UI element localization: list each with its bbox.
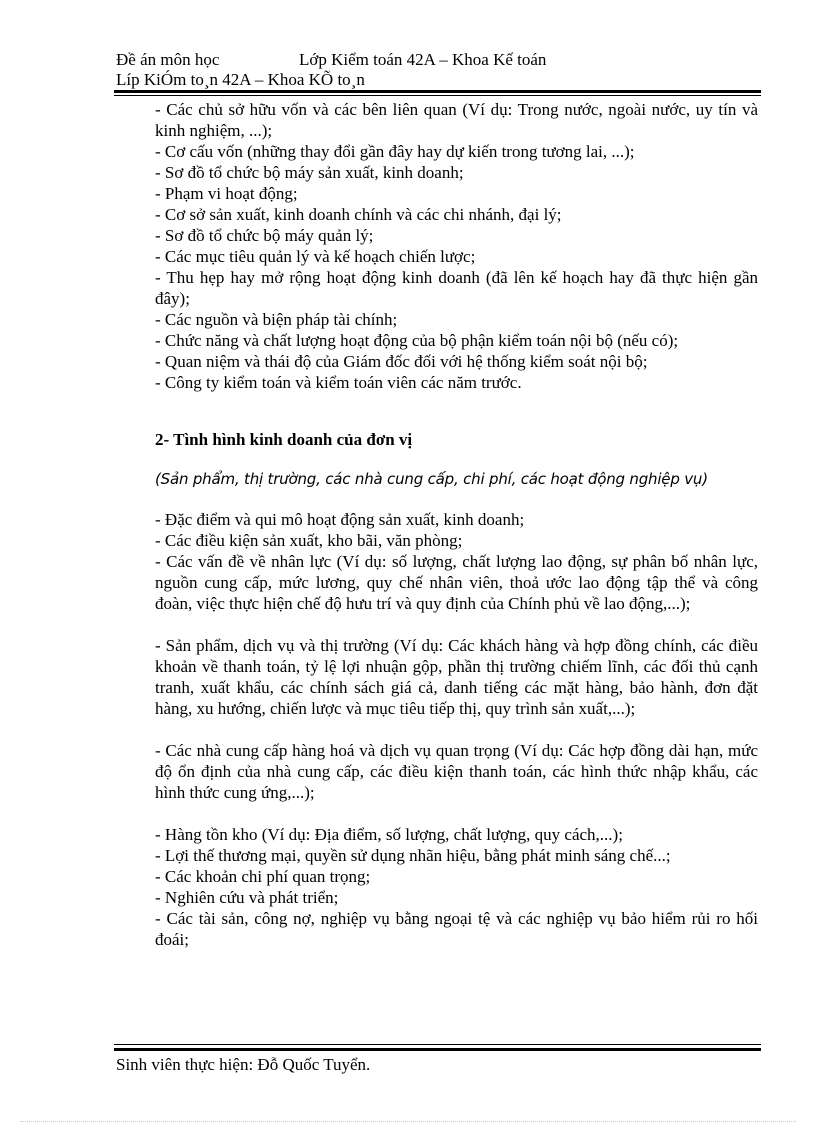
- list-item: - Nghiên cứu và phát triển;: [155, 888, 339, 907]
- header-rule-thin: [114, 95, 761, 96]
- list-item: - Hàng tồn kho (Ví dụ: Địa điểm, số lượng, chất lượng, quy cách,...);: [155, 825, 623, 844]
- document-body: [155, 99, 758, 950]
- header-row-1: [116, 50, 761, 70]
- spacer: [155, 450, 758, 469]
- list-item: - Các tài sản, công nợ, nghiệp vụ bằng ngoại tệ và các nghiệp vụ bảo hiểm rủi ro hối đoái;: [155, 909, 758, 949]
- footer-rule-thick: [114, 1048, 761, 1051]
- list-item: - Đặc điểm và qui mô hoạt động sản xuất, kinh doanh;: [155, 510, 525, 529]
- spacer: [155, 490, 758, 509]
- page-header: [116, 50, 761, 90]
- list-item: - Các điều kiện sản xuất, kho bãi, văn phòng;: [155, 531, 463, 550]
- footer-rule-thin: [114, 1044, 761, 1045]
- list-item: - Cơ cấu vốn (những thay đổi gần đây hay dự kiến trong tương lai, ...);: [155, 142, 635, 161]
- paragraph-suppliers: - Các nhà cung cấp hàng hoá và dịch vụ quan trọng (Ví dụ: Các hợp đồng dài hạn, mức độ ổn định của nhà cung cấp, các điều kiện thanh toán, các hình thức nhập khẩu, các hình thức cung ứng,...);: [155, 741, 758, 802]
- page-footer: Sinh viên thực hiện: Đỗ Quốc Tuyển.: [116, 1055, 371, 1074]
- list-item: - Các nguồn và biện pháp tài chính;: [155, 310, 398, 329]
- list-item: - Phạm vi hoạt động;: [155, 184, 298, 203]
- spacer: [155, 803, 758, 824]
- list-item: - Các khoản chi phí quan trọng;: [155, 867, 371, 886]
- list-item: - Thu hẹp hay mở rộng hoạt động kinh doanh (đã lên kế hoạch hay đã thực hiện gần đây);: [155, 268, 758, 308]
- paragraph-products: - Sản phẩm, dịch vụ và thị trường (Ví dụ: Các khách hàng và hợp đồng chính, các điều khoản về thanh toán, tỷ lệ lợi nhuận gộp, phần thị trường chiếm lĩnh, các đối thủ cạnh tranh, xuất khẩu, các chính sách giá cả, danh tiếng các mặt hàng, bảo hành, đơn đặt hàng, xu hướng, chiến lược và mục tiêu tiếp thị, quy trình sản xuất,...);: [155, 636, 758, 718]
- header-subject: Đề án môn học: [116, 50, 220, 69]
- list-item: - Sơ đồ tổ chức bộ máy sản xuất, kinh doanh;: [155, 163, 464, 182]
- section-heading: 2- Tình hình kinh doanh của đơn vị: [155, 430, 413, 449]
- list-item: - Cơ sở sản xuất, kinh doanh chính và các chi nhánh, đại lý;: [155, 205, 562, 224]
- page-edge: [20, 1121, 796, 1122]
- list-item: - Các mục tiêu quản lý và kế hoạch chiến lược;: [155, 247, 476, 266]
- list-item: - Lợi thế thương mại, quyền sử dụng nhãn hiệu, bằng phát minh sáng chế...;: [155, 846, 671, 865]
- header-class-legacy: Líp KiÓm to¸n 42A – Khoa KÕ to¸n: [116, 70, 365, 89]
- spacer: [155, 614, 758, 635]
- header-class: Lớp Kiểm toán 42A – Khoa Kế toán: [299, 50, 547, 69]
- list-item: - Các vấn đề về nhân lực (Ví dụ: số lượng, chất lượng lao động, sự phân bố nhân lực, nguồn cung cấp, mức lương, quy chế nhân viên, thoả ước lao động tập thể và công đoàn, việc thực hiện chế độ hưu trí và quy định của Chính phủ về lao động,...);: [155, 552, 758, 613]
- header-rule-thick: [114, 90, 761, 93]
- list-item: - Công ty kiểm toán và kiểm toán viên các năm trước.: [155, 373, 522, 392]
- spacer: [155, 719, 758, 740]
- spacer: [155, 393, 758, 429]
- list-item: - Quan niệm và thái độ của Giám đốc đối với hệ thống kiểm soát nội bộ;: [155, 352, 648, 371]
- section-subtitle: (Sản phẩm, thị trường, các nhà cung cấp, chi phí, các hoạt động nghiệp vụ): [155, 470, 708, 488]
- list-item: - Các chủ sở hữu vốn và các bên liên quan (Ví dụ: Trong nước, ngoài nước, uy tín và kinh nghiệm, ...);: [155, 100, 758, 140]
- list-item: - Sơ đồ tổ chức bộ máy quản lý;: [155, 226, 374, 245]
- list-item: - Chức năng và chất lượng hoạt động của bộ phận kiểm toán nội bộ (nếu có);: [155, 331, 679, 350]
